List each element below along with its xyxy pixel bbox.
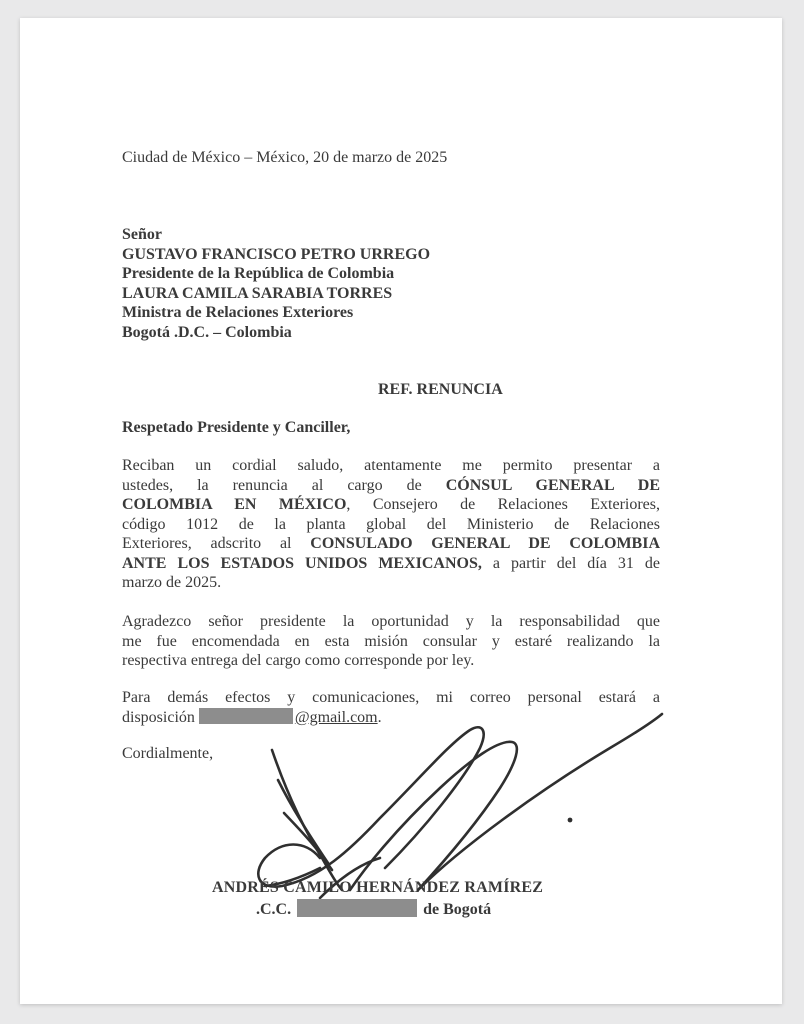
- paragraph-line: marzo de 2025.: [122, 574, 222, 591]
- position-title-cont: COLOMBIA EN MÉXICO: [122, 496, 347, 513]
- paragraph-line: Reciban un cordial saludo, atentamente me permito presentar a: [122, 457, 660, 474]
- recipient-line: Señor: [122, 226, 162, 243]
- paragraph-line: respectiva entrega del cargo como corresponde por ley.: [122, 652, 475, 669]
- recipient-line: Bogotá .D.C. – Colombia: [122, 323, 292, 341]
- paragraph-line: código 1012 de la planta global del Ministerio de Relaciones: [122, 515, 660, 533]
- paragraph-line: [122, 708, 660, 728]
- id-suffix: de Bogotá: [423, 901, 492, 918]
- recipient-block: [122, 225, 430, 342]
- paragraph-line: [122, 476, 660, 496]
- position-title: CÓNSUL GENERAL DE: [445, 476, 660, 494]
- consulate-name: CONSULADO GENERAL DE COLOMBIA: [310, 535, 660, 552]
- date-line: Ciudad de México – México, 20 de marzo de 2025: [122, 149, 448, 166]
- text-run: Exteriores, adscrito al: [122, 535, 311, 552]
- signer-name: ANDRÉS CAMILO HERNÁNDEZ RAMÍREZ: [212, 879, 544, 896]
- signer-id-line: [256, 899, 491, 920]
- consulate-name-cont: ANTE LOS ESTADOS UNIDOS MEXICANOS,: [122, 554, 482, 572]
- salutation: Respetado Presidente y Canciller,: [122, 419, 351, 436]
- letter-page: [20, 18, 782, 1004]
- recipient-line: Ministra de Relaciones Exteriores: [122, 304, 354, 321]
- closing: Cordialmente,: [122, 745, 214, 762]
- paragraph-line: Para demás efectos y comunicaciones, mi correo personal estará a: [122, 689, 660, 706]
- recipient-line: GUSTAVO FRANCISCO PETRO URREGO: [122, 245, 431, 263]
- text-run: disposición: [122, 708, 195, 726]
- reference-line: REF. RENUNCIA: [378, 381, 503, 398]
- email-redaction: [199, 708, 293, 724]
- paragraph-line: [122, 495, 660, 515]
- text-run: .: [377, 708, 382, 726]
- email-link[interactable]: @gmail.com: [294, 708, 378, 726]
- paragraph-gratitude: [122, 612, 660, 671]
- paragraph-resignation: [122, 456, 660, 593]
- text-run: ustedes, la renuncia al cargo de: [122, 476, 446, 494]
- id-redaction: [297, 899, 417, 917]
- paragraph-line: [122, 534, 660, 554]
- paragraph-line: Agradezco señor presidente la oportunidad y la responsabilidad que: [122, 613, 660, 630]
- paragraph-line: [122, 554, 660, 574]
- text-run: a partir del día 31 de: [481, 554, 660, 572]
- recipient-line: LAURA CAMILA SARABIA TORRES: [122, 284, 393, 302]
- id-prefix: .C.C.: [256, 901, 292, 918]
- paragraph-contact: [122, 688, 660, 727]
- text-run: , Consejero de Relaciones Exteriores,: [346, 496, 660, 513]
- recipient-line: Presidente de la República de Colombia: [122, 265, 395, 282]
- paragraph-line: me fue encomendada en esta misión consular y estaré realizando la: [122, 632, 660, 650]
